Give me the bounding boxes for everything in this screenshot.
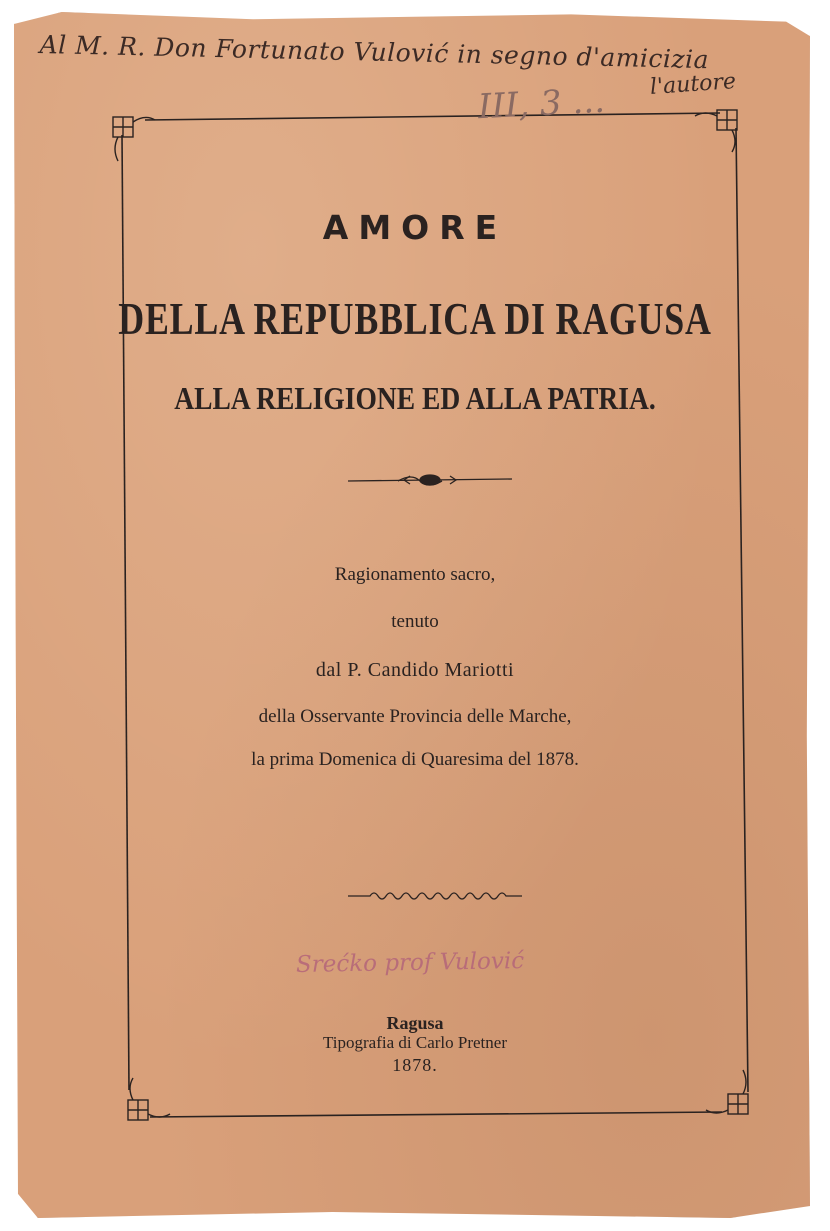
ownership-stamp: Srećko prof Vulović xyxy=(295,948,525,978)
subtitle-line-5: la prima Domenica di Quaresima del 1878. xyxy=(251,749,579,770)
imprint-city: Ragusa xyxy=(386,1013,444,1033)
imprint-year: 1878. xyxy=(392,1055,438,1075)
corner-ornament-bottom-right xyxy=(706,1070,748,1114)
subtitle-line-4: della Osservante Provincia delle Marche, xyxy=(258,706,572,727)
subtitle-author: dal P. Candido Mariotti xyxy=(315,659,515,681)
title-line-1: AMORE xyxy=(322,208,508,247)
corner-ornament-top-left xyxy=(113,117,155,161)
subtitle-line-1: Ragionamento sacro, xyxy=(334,564,496,585)
title-divider-ornament xyxy=(348,475,512,485)
frame-right-line xyxy=(736,128,748,1092)
pencil-shelfmark: III, 3 ... xyxy=(477,80,606,128)
handwritten-dedication: Al M. R. Don Fortunato Vulović in segno d'amicizia xyxy=(39,30,710,75)
title-line-2: DELLA REPUBBLICA DI RAGUSA xyxy=(118,293,712,344)
frame-bottom-line xyxy=(150,1112,722,1117)
title-line-3: ALLA RELIGIONE ED ALLA PATRIA. xyxy=(174,380,656,416)
frame-top-line xyxy=(145,113,720,120)
corner-ornament-top-right xyxy=(695,110,737,152)
wavy-divider-ornament xyxy=(348,893,522,899)
corner-ornament-bottom-left xyxy=(128,1078,170,1120)
handwritten-signature: l'autore xyxy=(649,69,737,100)
subtitle-line-2: tenuto xyxy=(391,611,439,632)
imprint-printer: Tipografia di Carlo Pretner xyxy=(323,1033,507,1052)
